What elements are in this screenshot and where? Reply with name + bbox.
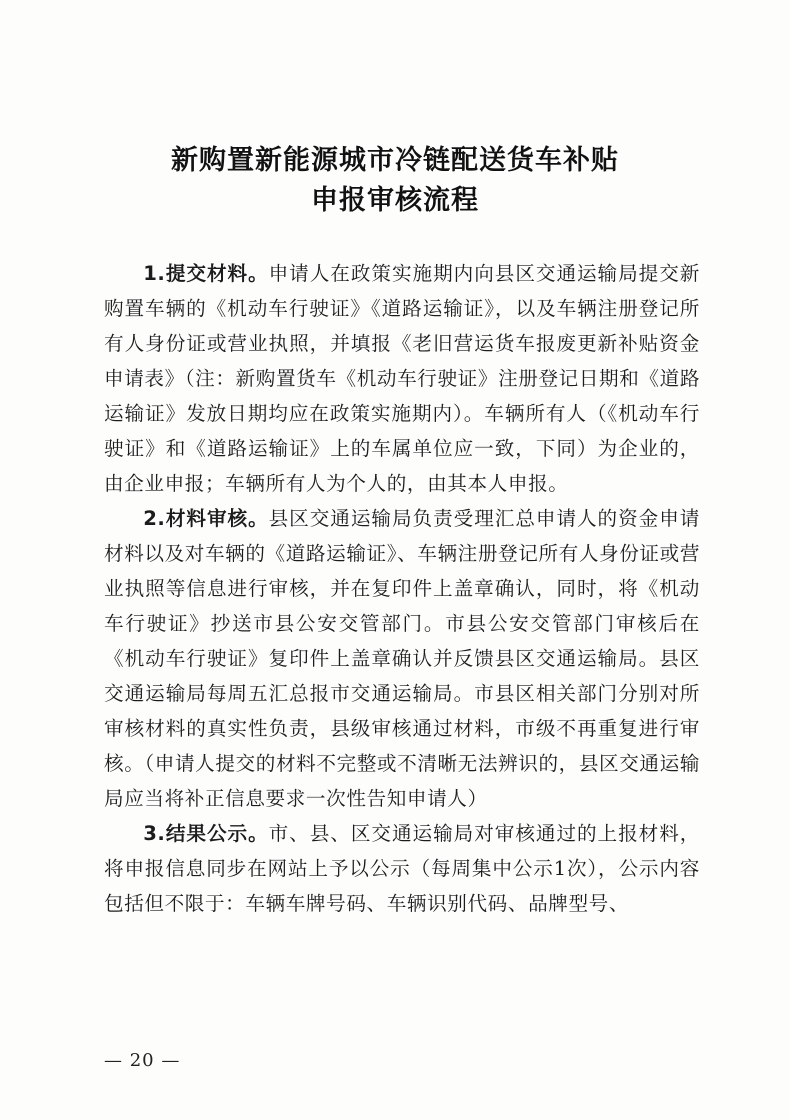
document-title-line-1: 新购置新能源城市冷链配送货车补贴 xyxy=(171,145,619,176)
paragraph-submit-materials xyxy=(104,256,700,501)
page-number: — 20 — xyxy=(104,1050,181,1071)
paragraph-heading: 2.材料审核。 xyxy=(143,507,269,530)
paragraph-text: 申请人在政策实施期内向县区交通运输局提交新购置车辆的《机动车行驶证》《道路运输证》，以及车辆注册登记所有人身份证或营业执照，并填报《老旧营运货车报废更新补贴资金申请表》（注：新购置货车《机动车行驶证》注册登记日期和《道路运输证》发放日期均应在政策实施期内）。车辆所有人（《机动车行驶证》和《道路运输证》上的车属单位应一致，下同）为企业的，由企业申报；车辆所有人为个人的，由其本人申报。 xyxy=(104,262,701,495)
paragraph-text: 县区交通运输局负责受理汇总申请人的资金申请材料以及对车辆的《道路运输证》、车辆注册登记所有人身份证或营业执照等信息进行审核，并在复印件上盖章确认，同时，将《机动车行驶证》抄送市县公安交管部门。市县公安交管部门审核后在《机动车行驶证》复印件上盖章确认并反馈县区交通运输局。县区交通运输局每周五汇总报市交通运输局。市县区相关部门分别对所审核材料的真实性负责，县级审核通过材料，市级不再重复进行审核。（申请人提交的材料不完整或不清晰无法辨识的，县区交通运输局应当将补正信息要求一次性告知申请人） xyxy=(104,507,701,810)
paragraph-heading: 1.提交材料。 xyxy=(143,262,269,285)
paragraph-material-review xyxy=(104,501,700,816)
paragraph-text: 市、县、区交通运输局对审核通过的上报材料，将申报信息同步在网站上予以公示（每周集中公示1次），公示内容包括但不限于：车辆车牌号码、车辆识别代码、品牌型号、 xyxy=(104,822,700,915)
document-title-line-2: 申报审核流程 xyxy=(311,185,479,216)
document-body xyxy=(104,256,700,921)
paragraph-result-publicity xyxy=(104,816,700,921)
paragraph-heading: 3.结果公示。 xyxy=(143,822,269,845)
